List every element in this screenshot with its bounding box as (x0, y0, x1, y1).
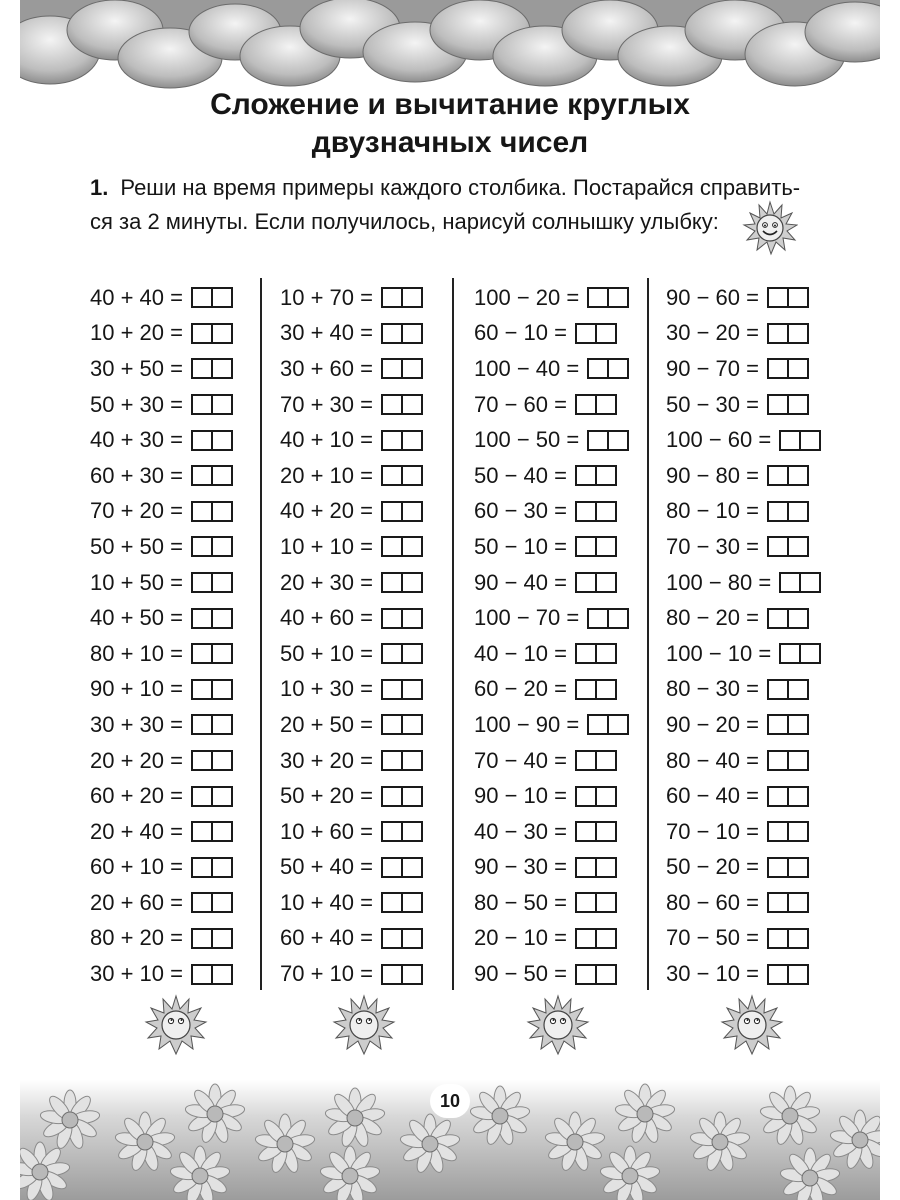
answer-box[interactable] (767, 821, 809, 842)
answer-box[interactable] (191, 786, 233, 807)
problem-expression: 60 − 20 = (474, 676, 567, 702)
title-line-2: двузначных чисел (311, 126, 589, 159)
problem-row (474, 885, 629, 921)
answer-box[interactable] (575, 679, 617, 700)
problem-expression: 70 + 20 = (90, 498, 183, 524)
answer-box[interactable] (767, 928, 809, 949)
problem-expression: 30 + 60 = (280, 355, 373, 381)
problem-row (280, 494, 423, 530)
problem-expression: 100 − 70 = (474, 605, 580, 631)
problem-row (666, 672, 821, 708)
problem-expression: 90 − 60 = (666, 284, 759, 310)
problem-row (280, 743, 423, 779)
problem-expression: 80 − 40 = (666, 747, 759, 773)
answer-box[interactable] (767, 465, 809, 486)
problem-expression: 90 − 30 = (474, 854, 567, 880)
problem-expression: 20 + 20 = (90, 747, 183, 773)
problem-row (474, 316, 629, 352)
problem-row (666, 707, 821, 743)
clouds-decoration (20, 0, 880, 96)
problem-row (90, 778, 233, 814)
answer-box[interactable] (381, 323, 423, 344)
answer-box[interactable] (381, 750, 423, 771)
problem-expression: 20 − 10 = (474, 925, 567, 951)
answer-box[interactable] (779, 643, 821, 664)
answer-box[interactable] (191, 750, 233, 771)
answer-box[interactable] (191, 608, 233, 629)
problem-row (90, 422, 233, 458)
problem-row (90, 672, 233, 708)
problem-row (666, 921, 821, 957)
answer-box[interactable] (575, 928, 617, 949)
problem-row (474, 636, 629, 672)
problem-expression: 100 − 40 = (474, 355, 580, 381)
problem-expression: 70 + 30 = (280, 391, 373, 417)
problem-expression: 50 + 30 = (90, 391, 183, 417)
problem-row (474, 600, 629, 636)
problem-row (280, 672, 423, 708)
problem-row (90, 565, 233, 601)
answer-box[interactable] (575, 643, 617, 664)
answer-box[interactable] (767, 892, 809, 913)
problem-expression: 90 − 40 = (474, 569, 567, 595)
problem-row (474, 565, 629, 601)
answer-box[interactable] (575, 857, 617, 878)
problem-row (280, 707, 423, 743)
problem-row (280, 458, 423, 494)
problem-row (280, 850, 423, 886)
problem-expression: 10 + 20 = (90, 320, 183, 346)
answer-box[interactable] (575, 572, 617, 593)
problem-row (474, 422, 629, 458)
problem-row (90, 600, 233, 636)
problem-row (666, 565, 821, 601)
answer-box[interactable] (191, 679, 233, 700)
answer-box[interactable] (381, 679, 423, 700)
problem-row (90, 458, 233, 494)
problem-row (666, 422, 821, 458)
answer-box[interactable] (381, 608, 423, 629)
problem-row (280, 885, 423, 921)
problem-expression: 20 + 60 = (90, 889, 183, 915)
problem-row (280, 529, 423, 565)
problem-row (280, 280, 423, 316)
answer-box[interactable] (767, 857, 809, 878)
task-line-1: Реши на время примеры каждого столбика. Постарайся справить- (120, 175, 801, 200)
answer-box[interactable] (191, 287, 233, 308)
problem-expression: 40 + 20 = (280, 498, 373, 524)
sun-icon (332, 994, 396, 1058)
answer-box[interactable] (575, 323, 617, 344)
answer-box[interactable] (191, 964, 233, 985)
problem-expression: 50 + 20 = (280, 783, 373, 809)
problem-row (90, 707, 233, 743)
answer-box[interactable] (575, 536, 617, 557)
problem-row (474, 280, 629, 316)
answer-box[interactable] (191, 358, 233, 379)
answer-box[interactable] (779, 572, 821, 593)
problem-row (666, 529, 821, 565)
problem-expression: 10 + 70 = (280, 284, 373, 310)
smiling-sun-icon (742, 200, 798, 256)
problem-row (90, 387, 233, 423)
answer-box[interactable] (191, 821, 233, 842)
problem-expression: 20 + 10 = (280, 462, 373, 488)
problem-row (474, 672, 629, 708)
answer-box[interactable] (191, 430, 233, 451)
problem-expression: 50 − 20 = (666, 854, 759, 880)
problem-row (666, 494, 821, 530)
problem-expression: 10 + 50 = (90, 569, 183, 595)
problem-expression: 40 + 40 = (90, 284, 183, 310)
problem-expression: 40 + 30 = (90, 427, 183, 453)
answer-box[interactable] (767, 287, 809, 308)
problem-row (474, 814, 629, 850)
problem-expression: 90 − 70 = (666, 355, 759, 381)
answer-box[interactable] (191, 714, 233, 735)
problem-expression: 30 + 30 = (90, 711, 183, 737)
problem-row (474, 458, 629, 494)
answer-box[interactable] (191, 857, 233, 878)
problem-expression: 80 − 10 = (666, 498, 759, 524)
problem-row (474, 387, 629, 423)
problem-expression: 70 − 10 = (666, 818, 759, 844)
answer-box[interactable] (381, 714, 423, 735)
answer-box[interactable] (381, 892, 423, 913)
problem-row (90, 351, 233, 387)
problem-column-2 (280, 280, 423, 992)
problem-expression: 30 − 10 = (666, 961, 759, 987)
answer-box[interactable] (381, 358, 423, 379)
problem-row (90, 885, 233, 921)
answer-box[interactable] (767, 608, 809, 629)
answer-box[interactable] (587, 714, 629, 735)
answer-box[interactable] (191, 501, 233, 522)
problem-expression: 50 − 30 = (666, 391, 759, 417)
problem-expression: 70 − 30 = (666, 533, 759, 559)
page-number: 10 (430, 1084, 470, 1118)
answer-box[interactable] (587, 287, 629, 308)
problem-expression: 60 + 10 = (90, 854, 183, 880)
problem-expression: 40 + 50 = (90, 605, 183, 631)
problem-expression: 60 − 10 = (474, 320, 567, 346)
answer-box[interactable] (587, 358, 629, 379)
problem-expression: 20 + 40 = (90, 818, 183, 844)
problem-expression: 80 − 50 = (474, 889, 567, 915)
problem-row (474, 921, 629, 957)
answer-box[interactable] (381, 287, 423, 308)
problem-row (666, 885, 821, 921)
problem-expression: 100 − 20 = (474, 284, 580, 310)
problem-expression: 80 + 10 = (90, 640, 183, 666)
answer-box[interactable] (191, 536, 233, 557)
problem-row (280, 921, 423, 957)
problem-expression: 90 − 50 = (474, 961, 567, 987)
problem-row (474, 743, 629, 779)
problem-expression: 60 + 20 = (90, 783, 183, 809)
answer-box[interactable] (381, 928, 423, 949)
problem-row (474, 494, 629, 530)
problem-expression: 60 + 40 = (280, 925, 373, 951)
problem-row (280, 600, 423, 636)
task-line-2: ся за 2 минуты. Если получилось, нарисуй солнышку улыбку: (90, 209, 719, 234)
problem-expression: 10 + 30 = (280, 676, 373, 702)
problem-row (474, 529, 629, 565)
problem-expression: 30 − 20 = (666, 320, 759, 346)
answer-box[interactable] (575, 394, 617, 415)
problem-row (666, 956, 821, 992)
column-divider (452, 278, 454, 990)
problem-row (474, 707, 629, 743)
answer-box[interactable] (191, 928, 233, 949)
problem-row (666, 778, 821, 814)
problem-expression: 40 + 10 = (280, 427, 373, 453)
answer-box[interactable] (381, 394, 423, 415)
problem-expression: 20 + 30 = (280, 569, 373, 595)
column-divider (260, 278, 262, 990)
task-instructions (90, 172, 810, 240)
problem-expression: 60 − 30 = (474, 498, 567, 524)
problem-expression: 50 + 40 = (280, 854, 373, 880)
answer-box[interactable] (381, 786, 423, 807)
problem-expression: 100 − 80 = (666, 569, 772, 595)
problem-row (280, 956, 423, 992)
problem-expression: 50 − 40 = (474, 462, 567, 488)
answer-box[interactable] (767, 501, 809, 522)
problem-row (474, 778, 629, 814)
problem-row (666, 351, 821, 387)
answer-box[interactable] (767, 358, 809, 379)
task-number: 1. (90, 175, 109, 200)
problem-row (90, 316, 233, 352)
answer-box[interactable] (767, 750, 809, 771)
answer-box[interactable] (575, 786, 617, 807)
problem-row (90, 814, 233, 850)
problem-row (666, 600, 821, 636)
sun-icon (720, 994, 784, 1058)
answer-box[interactable] (587, 608, 629, 629)
problem-row (666, 743, 821, 779)
problem-expression: 50 + 50 = (90, 533, 183, 559)
problem-row (666, 814, 821, 850)
answer-box[interactable] (191, 572, 233, 593)
problem-expression: 60 − 40 = (666, 783, 759, 809)
problem-expression: 80 − 20 = (666, 605, 759, 631)
problem-row (666, 387, 821, 423)
problem-row (666, 316, 821, 352)
problem-row (90, 529, 233, 565)
answer-box[interactable] (381, 536, 423, 557)
problem-row (90, 743, 233, 779)
problem-row (280, 636, 423, 672)
problem-row (280, 316, 423, 352)
problem-row (474, 850, 629, 886)
answer-box[interactable] (191, 465, 233, 486)
problem-row (90, 636, 233, 672)
answer-box[interactable] (191, 643, 233, 664)
sun-icon (144, 994, 208, 1058)
problem-row (666, 636, 821, 672)
answer-box[interactable] (575, 892, 617, 913)
problem-expression: 80 − 30 = (666, 676, 759, 702)
answer-box[interactable] (767, 964, 809, 985)
problem-row (280, 351, 423, 387)
workbook-page (20, 0, 880, 1200)
problem-row (90, 921, 233, 957)
problem-column-1 (90, 280, 233, 992)
problem-expression: 10 + 60 = (280, 818, 373, 844)
problem-row (280, 814, 423, 850)
problem-expression: 50 + 10 = (280, 640, 373, 666)
problem-column-3 (474, 280, 629, 992)
problem-expression: 90 − 80 = (666, 462, 759, 488)
answer-box[interactable] (381, 964, 423, 985)
answer-box[interactable] (381, 857, 423, 878)
answer-box[interactable] (191, 394, 233, 415)
answer-box[interactable] (575, 750, 617, 771)
answer-box[interactable] (779, 430, 821, 451)
problem-expression: 40 − 30 = (474, 818, 567, 844)
problem-expression: 30 + 50 = (90, 355, 183, 381)
answer-box[interactable] (767, 323, 809, 344)
sun-icon (526, 994, 590, 1058)
answer-box[interactable] (575, 821, 617, 842)
problem-expression: 10 + 10 = (280, 533, 373, 559)
problem-row (280, 422, 423, 458)
answer-box[interactable] (191, 892, 233, 913)
answer-box[interactable] (381, 821, 423, 842)
problem-row (90, 494, 233, 530)
problem-column-4 (666, 280, 821, 992)
answer-box[interactable] (587, 430, 629, 451)
answer-box[interactable] (767, 679, 809, 700)
answer-box[interactable] (767, 714, 809, 735)
problem-row (666, 850, 821, 886)
title-line-1: Сложение и вычитание круглых (210, 88, 690, 121)
problem-expression: 30 + 40 = (280, 320, 373, 346)
problem-expression: 60 + 30 = (90, 462, 183, 488)
page-title (20, 86, 880, 162)
problem-expression: 100 − 10 = (666, 640, 772, 666)
column-divider (647, 278, 649, 990)
problem-row (90, 956, 233, 992)
answer-box[interactable] (381, 643, 423, 664)
problem-expression: 40 − 10 = (474, 640, 567, 666)
problem-expression: 70 − 40 = (474, 747, 567, 773)
problem-expression: 100 − 50 = (474, 427, 580, 453)
problem-row (474, 351, 629, 387)
answer-box[interactable] (381, 501, 423, 522)
answer-box[interactable] (381, 430, 423, 451)
answer-box[interactable] (575, 501, 617, 522)
problem-row (280, 387, 423, 423)
answer-box[interactable] (381, 572, 423, 593)
problem-expression: 100 − 60 = (666, 427, 772, 453)
problem-row (666, 458, 821, 494)
problem-row (280, 565, 423, 601)
problem-expression: 50 − 10 = (474, 533, 567, 559)
problem-expression: 80 + 20 = (90, 925, 183, 951)
problem-expression: 70 + 10 = (280, 961, 373, 987)
answer-box[interactable] (767, 394, 809, 415)
problem-row (666, 280, 821, 316)
problem-expression: 90 + 10 = (90, 676, 183, 702)
problem-expression: 70 − 50 = (666, 925, 759, 951)
problem-expression: 90 − 20 = (666, 711, 759, 737)
problem-row (90, 280, 233, 316)
problem-row (474, 956, 629, 992)
problem-expression: 80 − 60 = (666, 889, 759, 915)
answer-box[interactable] (191, 323, 233, 344)
answer-box[interactable] (767, 786, 809, 807)
answer-box[interactable] (575, 465, 617, 486)
problem-expression: 10 + 40 = (280, 889, 373, 915)
problem-expression: 30 + 10 = (90, 961, 183, 987)
problem-expression: 90 − 10 = (474, 783, 567, 809)
problem-row (280, 778, 423, 814)
answer-box[interactable] (381, 465, 423, 486)
problem-expression: 30 + 20 = (280, 747, 373, 773)
problem-expression: 20 + 50 = (280, 711, 373, 737)
problem-row (90, 850, 233, 886)
problem-expression: 40 + 60 = (280, 605, 373, 631)
problem-expression: 100 − 90 = (474, 711, 580, 737)
problem-expression: 70 − 60 = (474, 391, 567, 417)
answer-box[interactable] (575, 964, 617, 985)
answer-box[interactable] (767, 536, 809, 557)
